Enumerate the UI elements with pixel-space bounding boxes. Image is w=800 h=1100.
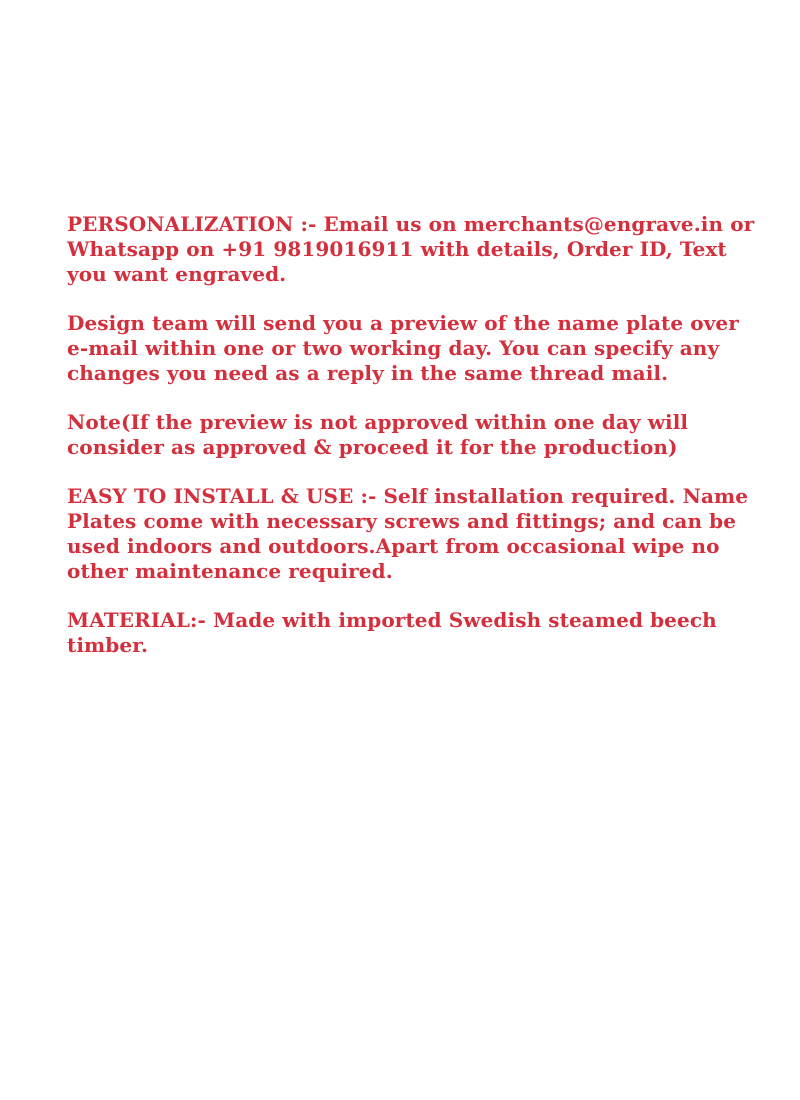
material-paragraph: MATERIAL:- Made with imported Swedish steamed beech timber. bbox=[67, 608, 717, 657]
product-info-document bbox=[67, 212, 767, 658]
design-preview-paragraph: Design team will send you a preview of the name plate over e-mail within one or two working day. You can specify any changes you need as a reply in the same thread mail. bbox=[67, 311, 739, 385]
installation-paragraph: EASY TO INSTALL & USE :- Self installation required. Name Plates come with necessary screws and fittings; and can be used indoors and outdoors.Apart from occasional wipe no other maintenance required. bbox=[67, 484, 749, 583]
approval-note-paragraph: Note(If the preview is not approved within one day will consider as approved & proceed it for the production) bbox=[67, 410, 689, 459]
personalization-paragraph: PERSONALIZATION :- Email us on merchants@engrave.in or Whatsapp on +91 9819016911 with details, Order ID, Text you want engraved. bbox=[67, 212, 755, 286]
